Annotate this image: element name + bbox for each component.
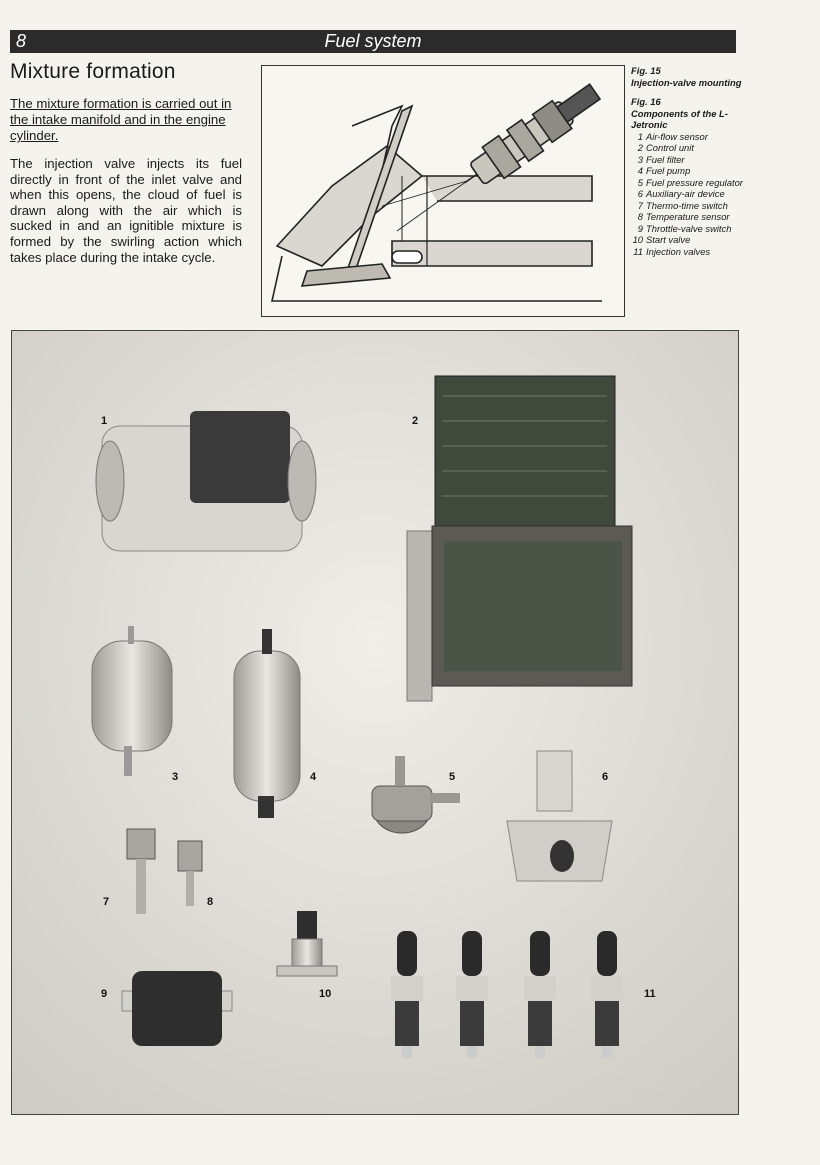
fuel-pump (234, 629, 300, 818)
page-header-bar (10, 30, 736, 53)
list-item (631, 165, 751, 177)
item-number: 6 (637, 188, 643, 199)
photo-label-11: 11 (644, 988, 656, 1000)
list-item (631, 188, 751, 200)
item-number: 2 (637, 142, 643, 153)
photo-label-9: 9 (101, 988, 108, 1000)
photo-label-10: 10 (319, 988, 332, 1000)
list-item (631, 246, 751, 258)
item-number: 1 (637, 130, 643, 142)
item-text: Temperature sensor (646, 211, 730, 222)
injection-valve-diagram (262, 66, 624, 316)
list-item (631, 131, 751, 143)
page-number: 8 (16, 31, 27, 51)
list-item (631, 142, 751, 154)
item-text: Control unit (646, 142, 694, 153)
list-item (631, 154, 751, 166)
item-number: 7 (637, 199, 643, 211)
list-item (631, 200, 751, 212)
list-item (631, 223, 751, 235)
photo-label-4: 4 (310, 771, 317, 783)
item-text: Fuel pressure regulator (646, 176, 743, 188)
page-heading: Mixture formation (10, 60, 176, 83)
item-text: Fuel filter (646, 153, 685, 165)
photo-label-2: 2 (412, 415, 419, 427)
item-number: 11 (633, 245, 643, 257)
section-title: Fuel system (324, 31, 422, 51)
air-flow-sensor (96, 411, 316, 551)
item-number: 4 (637, 165, 643, 176)
throttle-valve-switch (122, 971, 232, 1046)
photo-label-1: 1 (101, 415, 108, 427)
item-number: 9 (637, 222, 643, 234)
photo-label-7: 7 (103, 896, 110, 908)
lead-paragraph: The mixture formation is carried out in the intake manifold and in the engine cylinder. (10, 96, 232, 143)
list-item (631, 177, 751, 189)
fig15-injection-valve-drawing (261, 65, 625, 317)
item-text: Thermo-time switch (646, 199, 728, 211)
control-unit (407, 376, 632, 701)
photo-label-6: 6 (602, 771, 609, 783)
fig15-label: Fig. 15 (631, 65, 661, 76)
item-text: Throttle-valve switch (646, 222, 732, 234)
body-paragraph: The injection valve injects its fuel directly in front of the inlet valve and when this opens, the cloud of fuel is drawn along with the air which is sucked in and an ignitible mixture is formed by the swirling action which takes place during the intake cycle. (10, 156, 242, 265)
photo-label-3: 3 (172, 771, 179, 783)
item-number: 3 (637, 153, 643, 165)
components-photo (11, 330, 739, 1115)
list-item (631, 234, 751, 246)
item-text: Auxiliary-air device (646, 188, 725, 199)
component-list (631, 131, 751, 258)
list-item (631, 211, 751, 223)
item-number: 5 (637, 176, 643, 188)
fig16-label: Fig. 16 (631, 96, 661, 107)
item-text: Fuel pump (646, 165, 691, 176)
figure-captions (631, 65, 751, 257)
photo-label-5: 5 (449, 771, 456, 783)
item-number: 10 (632, 234, 643, 245)
components-illustration (12, 331, 738, 1114)
item-text: Air-flow sensor (646, 130, 708, 142)
fig16-title: Components of the L-Jetronic (631, 107, 728, 130)
fig15-title: Injection-valve mounting (631, 76, 742, 88)
item-number: 8 (637, 211, 643, 222)
photo-label-8: 8 (207, 896, 214, 908)
item-text: Start valve (646, 234, 691, 245)
item-text: Injection valves (646, 245, 711, 257)
